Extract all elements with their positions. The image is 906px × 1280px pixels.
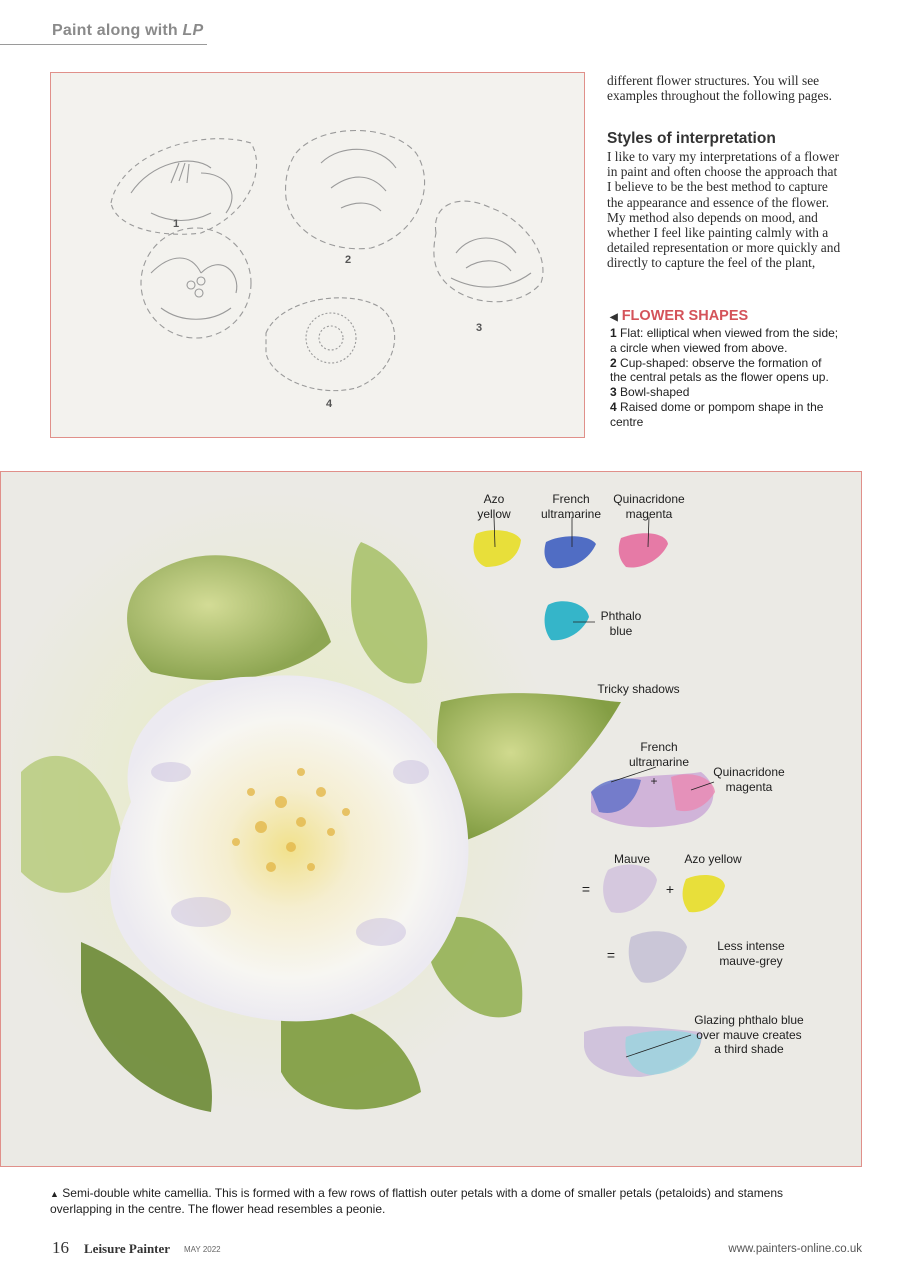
flower-shape-item-3: 3 Bowl-shaped: [610, 385, 690, 400]
camellia-painting: [0, 471, 862, 1167]
magazine-name: Leisure Painter: [84, 1241, 171, 1256]
sketch-number-3: 3: [476, 322, 483, 334]
label-azo-yellow-2: Azo yellow: [684, 852, 742, 866]
equals-sign-2: =: [606, 947, 616, 963]
label-glazing: Glazing phthalo blue over mauve creates a third shade: [694, 1013, 804, 1056]
website-link[interactable]: www.painters-online.co.uk: [728, 1243, 862, 1255]
styles-heading: Styles of interpretation: [607, 130, 776, 147]
swatch-mauve-grey: [629, 931, 687, 982]
flower-shapes-list: [610, 326, 840, 430]
flower-shape-item-4: 4 Raised dome or pompom shape in the centre: [610, 399, 824, 429]
sketch-flower-1b: [141, 228, 251, 338]
flower-shape-item-2: 2 Cup-shaped: observe the formation of the central petals as the flower opens up.: [610, 355, 829, 385]
camellia-flower: [110, 675, 469, 1021]
sketch-flower-1a: [111, 139, 257, 235]
figure-caption: ▲ Semi-double white camellia. This is formed with a few rows of flattish outer petals with a dome of smaller petals (petaloids) and stamens overlapping in the centre. The flower head resembles a peonie.: [50, 1186, 784, 1216]
swatch-quinacridone-magenta: [619, 533, 668, 567]
swatch-phthalo-blue: [545, 601, 589, 640]
sketch-flower-3: [434, 201, 543, 302]
label-quinacridone-magenta: Quinacridone magenta: [613, 492, 685, 521]
body-text-continued: different flower structures. You will see examples throughout the following pages.: [607, 73, 832, 104]
sketch-number-4: 4: [326, 398, 333, 410]
up-triangle-icon: ▲: [50, 1189, 59, 1199]
swatch-azo-yellow-2: [683, 875, 725, 912]
label-french-ultramarine: French ultramarine: [540, 492, 602, 521]
sketch-flower-4: [266, 298, 395, 391]
page-number: 16: [52, 1238, 69, 1257]
swatch-french-ultramarine: [544, 536, 596, 568]
label-azo-yellow: Azo yellow: [477, 492, 511, 521]
camellia-artwork: [1, 472, 861, 1166]
label-tricky-shadows: Tricky shadows: [597, 682, 680, 696]
label-mix-quinacridone-magenta: Quinacridone magenta: [713, 765, 785, 794]
styles-paragraph: I like to vary my interpretations of a flower in paint and often choose the approach that I believe to be the best method to capture the appearance and essence of the flower. My method also depends on mood, and whether I feel like painting calmly with a detailed representation or more quickly and directly to capture the feel of the plant,: [607, 149, 841, 271]
plus-sign-2: +: [665, 881, 675, 897]
sketch-flower-2: [286, 131, 425, 249]
section-header: Paint along with LP: [52, 22, 204, 39]
pencil-sketches: [51, 73, 584, 437]
label-less-intense: Less intense mauve-grey: [717, 939, 785, 968]
label-mix-french-ultramarine: French ultramarine: [628, 740, 690, 769]
flower-shapes-heading: ◀ FLOWER SHAPES: [610, 308, 749, 324]
label-phthalo-blue: Phthalo blue: [600, 609, 642, 638]
label-mauve: Mauve: [613, 852, 651, 866]
issue-date: MAY 2022: [184, 1245, 221, 1254]
swatch-azo-yellow: [473, 530, 521, 567]
equals-sign-1: =: [581, 881, 591, 897]
sketch-number-1: 1: [173, 218, 180, 230]
left-triangle-icon: ◀: [610, 312, 618, 323]
sketch-number-2: 2: [345, 254, 352, 266]
plus-sign-1: +: [650, 774, 658, 788]
flower-shape-item-1: 1 Flat: elliptical when viewed from the side; a circle when viewed from above.: [610, 326, 839, 355]
swatch-mauve: [603, 865, 657, 913]
flower-shapes-sketch: [50, 72, 585, 438]
header-rule: [0, 44, 207, 45]
